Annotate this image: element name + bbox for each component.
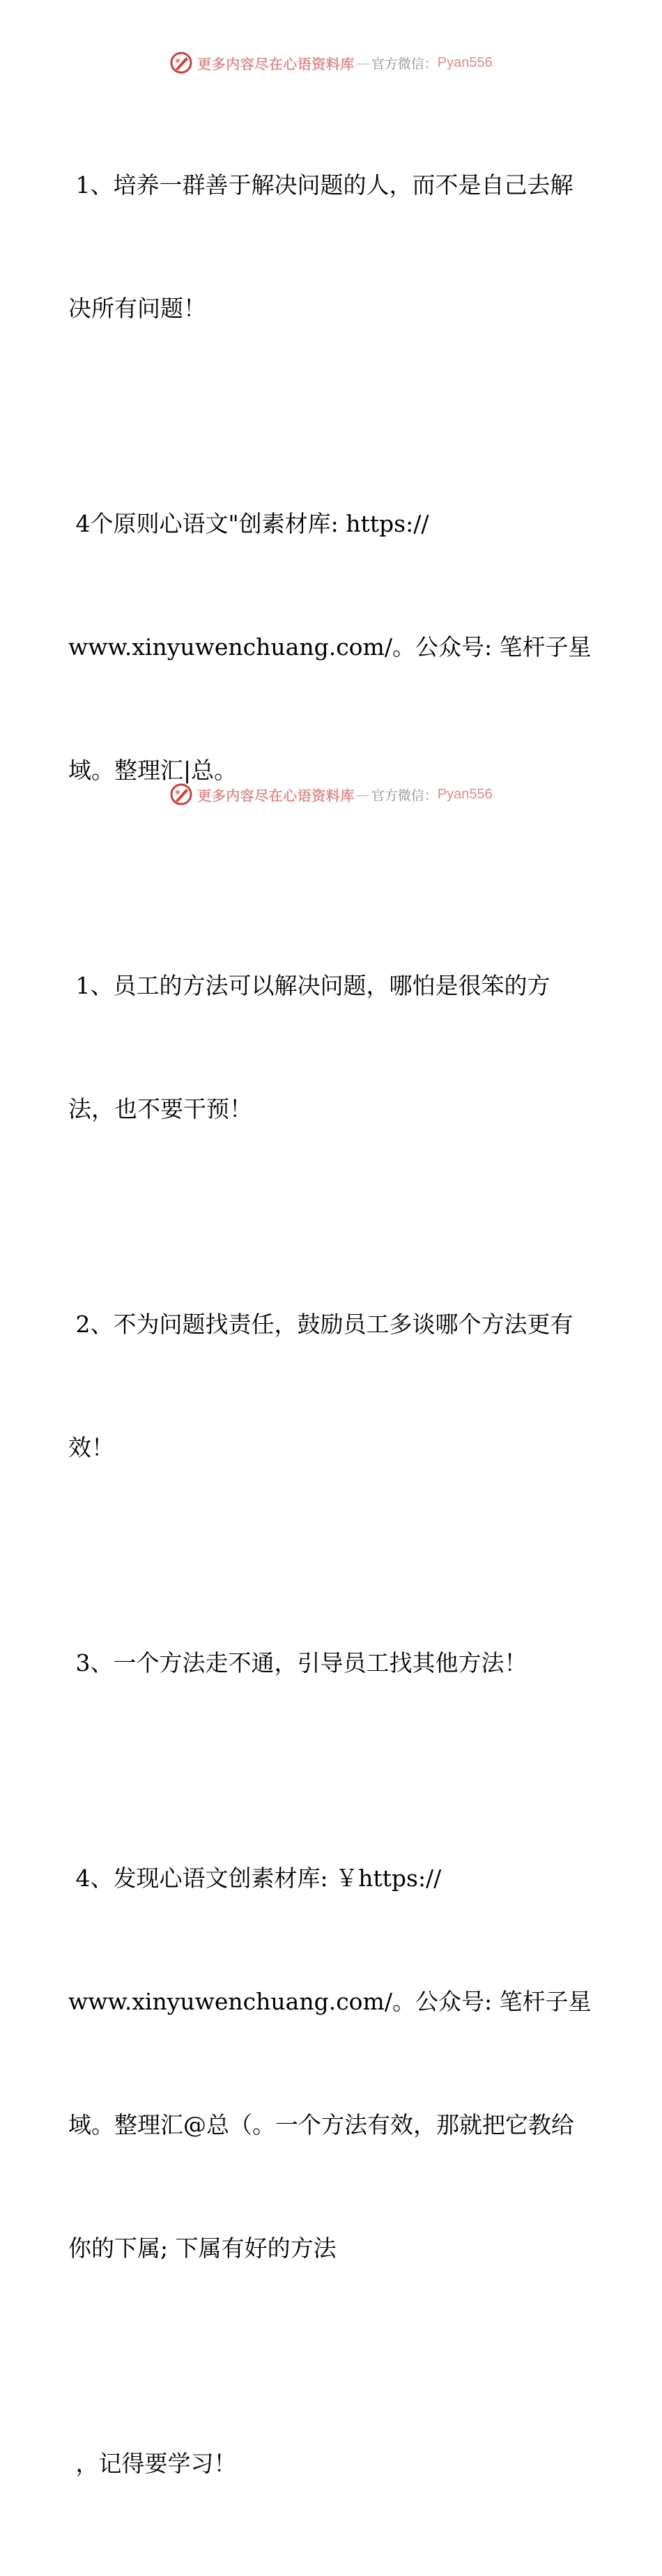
text-line: 决所有问题！ [68, 295, 206, 322]
watermark-separator: — [355, 54, 370, 71]
watermark-label: 官方微信： [371, 787, 438, 803]
paragraph-3 [68, 883, 598, 1212]
pen-logo-icon [169, 51, 193, 75]
watermark-wechat-id: Pyan556 [437, 786, 493, 802]
paragraph-5 [68, 1560, 598, 1766]
text-line: 你的下属; 下属有好的方法 [68, 2235, 337, 2262]
text-line: 1、员工的方法可以解决问题，哪怕是很笨的方 [68, 972, 551, 999]
paragraph-1 [68, 82, 598, 411]
text-line: 效！ [68, 1434, 114, 1461]
text-line: www.xinyuwenchuang.com/。公众号: 笔杆子星 [68, 633, 592, 661]
watermark-separator: — [355, 786, 370, 803]
text-line: 3、一个方法走不通，引导员工找其他方法！ [68, 1649, 528, 1676]
watermark-wechat-id: Pyan556 [437, 54, 493, 70]
watermark-label: 官方微信： [371, 56, 438, 72]
header-watermark [0, 49, 662, 77]
paragraph-6 [68, 1775, 598, 2351]
text-line: ，记得要学习！ [68, 2450, 237, 2477]
text-line: 1、培养一群善于解决问题的人，而不是自己去解 [68, 171, 574, 199]
paragraph-4 [68, 1221, 598, 1550]
text-line: 域。整理汇|总。 [68, 757, 238, 784]
watermark-brand: 更多内容尽在心语资料库 [197, 55, 355, 72]
text-line: 4、发现心语文创素材库: ￥https:// [68, 1865, 442, 1892]
text-line: 法，也不要干预！ [68, 1095, 252, 1123]
text-line: 2、不为问题找责任，鼓励员工多谈哪个方法更有 [68, 1311, 574, 1338]
text-line: 4个原则心语文"创素材库: https:// [68, 510, 429, 537]
document-body [68, 82, 598, 2576]
footer-watermark [0, 780, 662, 808]
pen-logo-icon [169, 782, 193, 806]
paragraph-7 [68, 2361, 598, 2566]
text-line: 域。整理汇@总（。一个方法有效，那就把它教给 [68, 2111, 574, 2138]
watermark-brand: 更多内容尽在心语资料库 [197, 787, 355, 804]
text-line: www.xinyuwenchuang.com/。公众号: 笔杆子星 [68, 1988, 592, 2015]
